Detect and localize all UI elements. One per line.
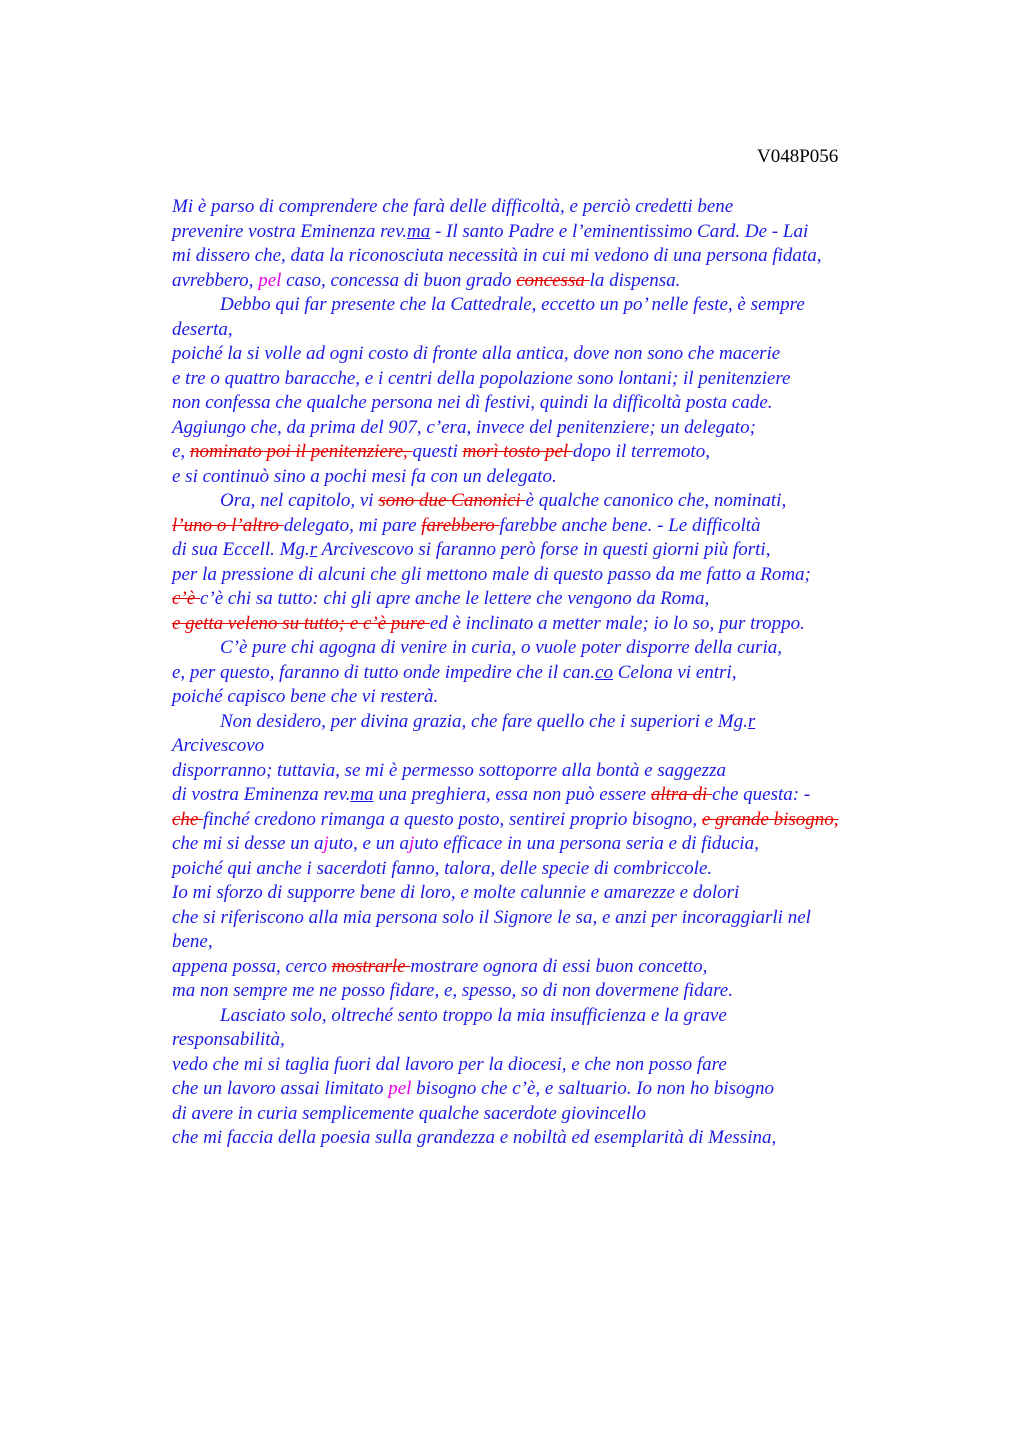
- text-segment: Non desidero, per divina grazia, che fare quello che i superiori e Mg.: [220, 710, 748, 732]
- text-segment: Io mi sforzo di supporre bene di loro, e molte calunnie e amarezze e dolori: [172, 882, 740, 903]
- text-segment: questi: [412, 441, 463, 462]
- text-segment: poiché capisco bene che vi resterà.: [172, 686, 439, 707]
- text-line: [172, 538, 932, 563]
- letter-body: [172, 195, 932, 1151]
- text-segment: che mi faccia della poesia sulla grandezza e nobiltà ed esemplarità di Messina,: [172, 1127, 777, 1148]
- text-line: [172, 734, 932, 759]
- deleted-text: concessa: [516, 269, 590, 291]
- text-line: [172, 318, 932, 343]
- text-segment: appena possa, cerco: [172, 955, 332, 977]
- superscript-abbreviation: r: [747, 710, 756, 732]
- text-segment: bene,: [172, 931, 213, 952]
- text-segment: Mi è parso di comprendere che farà delle difficoltà, e perciò credetti bene: [172, 196, 734, 217]
- text-segment: uto, e un a: [328, 833, 409, 854]
- text-segment: di vostra Eminenza rev.: [172, 784, 351, 805]
- text-segment: la dispensa.: [589, 269, 681, 291]
- text-segment: c’è chi sa tutto: chi gli apre anche le lettere che vengono da Roma,: [199, 588, 710, 609]
- text-line: [172, 367, 932, 392]
- deleted-text: c’è: [172, 588, 200, 609]
- superscript-abbreviation: ma: [350, 784, 374, 805]
- text-line: [172, 979, 932, 1004]
- text-segment: finché credono rimanga a questo posto, sentirei proprio bisogno,: [203, 808, 702, 830]
- text-line: [172, 1028, 932, 1053]
- text-line: [172, 857, 932, 882]
- text-line: [172, 220, 932, 245]
- text-segment: poiché la si volle ad ogni costo di fronte alla antica, dove non sono che macerie: [172, 343, 781, 364]
- text-line: [172, 514, 932, 539]
- text-segment: disporranno; tuttavia, se mi è permesso sottoporre alla bontà e saggezza: [172, 759, 726, 781]
- text-line: [172, 391, 932, 416]
- text-segment: - Il santo Padre e l’eminentissimo Card. De - Lai: [430, 220, 809, 242]
- text-line: [172, 685, 932, 710]
- text-line: [172, 955, 932, 980]
- text-segment: per la pressione di alcuni che gli mettono male di questo passo da me fatto a Roma;: [172, 563, 811, 585]
- text-segment: e,: [172, 441, 190, 462]
- page-identifier: V048P056: [757, 146, 839, 167]
- text-segment: di sua Eccell. Mg.: [172, 539, 310, 560]
- deleted-text: farebbero: [421, 514, 500, 536]
- text-segment: e tre o quattro baracche, e i centri della popolazione sono lontani; il penitenziere: [172, 367, 791, 389]
- text-line: [172, 832, 932, 857]
- text-segment: e si continuò sino a pochi mesi fa con un delegato.: [172, 465, 557, 487]
- text-segment: che un lavoro assai limitato: [172, 1078, 389, 1099]
- text-line: [172, 1004, 932, 1029]
- text-line: [172, 1102, 932, 1127]
- text-segment: una preghiera, essa non può essere: [373, 784, 651, 805]
- text-segment: mi dissero che, data la riconosciuta necessità in cui mi vedono di una persona fidata,: [172, 245, 822, 266]
- text-line: [172, 881, 932, 906]
- text-segment: bisogno che c’è, e saltuario. Io non ho bisogno: [411, 1078, 774, 1099]
- text-line: [172, 489, 932, 514]
- highlighted-text: pel: [258, 269, 282, 291]
- text-line: [172, 759, 932, 784]
- text-line: [172, 930, 932, 955]
- text-segment: avrebbero,: [172, 269, 259, 291]
- superscript-abbreviation: ma: [406, 220, 431, 242]
- deleted-text: sono due Canonici: [378, 490, 526, 511]
- text-segment: dopo il terremoto,: [572, 441, 710, 462]
- text-line: [172, 269, 932, 294]
- text-line: [172, 906, 932, 931]
- text-line: [172, 1053, 932, 1078]
- text-segment: vedo che mi si taglia fuori dal lavoro per la diocesi, e che non posso fare: [172, 1053, 727, 1075]
- text-segment: Arcivescovo si faranno però forse in questi giorni più forti,: [317, 539, 771, 560]
- text-line: [172, 563, 932, 588]
- text-line: [172, 710, 932, 735]
- highlighted-text: j: [408, 833, 415, 854]
- text-segment: Celona vi entri,: [612, 661, 737, 683]
- text-segment: prevenire vostra Eminenza rev.: [172, 220, 407, 242]
- text-segment: Arcivescovo: [172, 735, 265, 756]
- text-segment: responsabilità,: [172, 1029, 285, 1050]
- text-segment: è qualche canonico che, nominati,: [525, 490, 787, 511]
- text-segment: Aggiungo che, da prima del 907, c’era, invece del penitenziere; un delegato;: [172, 416, 756, 438]
- deleted-text: l’uno o l’altro: [172, 514, 284, 536]
- text-segment: C’è pure chi agogna di venire in curia, o vuole poter disporre della curia,: [220, 637, 782, 658]
- text-line: [172, 612, 932, 637]
- text-segment: deserta,: [172, 318, 233, 340]
- text-line: [172, 293, 932, 318]
- text-line: [172, 661, 932, 686]
- deleted-text: morì tosto pel: [462, 441, 573, 462]
- text-segment: non confessa che qualche persona nei dì festivi, quindi la difficoltà posta cade.: [172, 392, 773, 413]
- text-line: [172, 1126, 932, 1151]
- text-line: [172, 244, 932, 269]
- superscript-abbreviation: r: [309, 539, 318, 560]
- text-segment: di avere in curia semplicemente qualche sacerdote giovincello: [172, 1102, 646, 1124]
- text-segment: che questa: -: [712, 784, 811, 805]
- text-line: [172, 195, 932, 220]
- deleted-text: che: [172, 808, 204, 830]
- text-segment: uto efficace in una persona seria e di fiducia,: [414, 833, 759, 854]
- text-segment: che mi si desse un a: [172, 833, 324, 854]
- text-line: [172, 587, 932, 612]
- deleted-text: e grande bisogno,: [701, 808, 839, 830]
- text-segment: Lasciato solo, oltreché sento troppo la mia insufficienza e la grave: [220, 1004, 727, 1026]
- text-segment: ed è inclinato a metter male; io lo so, pur troppo.: [429, 612, 805, 634]
- text-segment: che si riferiscono alla mia persona solo il Signore le sa, e anzi per incoraggiarli nel: [172, 906, 811, 928]
- text-line: [172, 636, 932, 661]
- deleted-text: altra di: [650, 784, 713, 805]
- text-line: [172, 440, 932, 465]
- highlighted-text: j: [323, 833, 329, 854]
- text-segment: Debbo qui far presente che la Cattedrale, eccetto un po’ nelle feste, è sempre: [220, 294, 805, 315]
- text-line: [172, 342, 932, 367]
- text-segment: delegato, mi pare: [283, 514, 422, 536]
- text-segment: poiché qui anche i sacerdoti fanno, talora, delle specie di combriccole.: [172, 857, 713, 879]
- text-segment: mostrare ognora di essi buon concetto,: [410, 955, 708, 977]
- text-line: [172, 1077, 932, 1102]
- text-line: [172, 808, 932, 833]
- text-line: [172, 783, 932, 808]
- text-segment: Ora, nel capitolo, vi: [220, 490, 379, 511]
- deleted-text: e getta veleno su tutto; e c’è pure: [172, 612, 430, 634]
- text-line: [172, 465, 932, 490]
- text-line: [172, 416, 932, 441]
- superscript-abbreviation: co: [595, 661, 613, 683]
- highlighted-text: pel: [388, 1078, 412, 1099]
- text-segment: e, per questo, faranno di tutto onde impedire che il can.: [172, 661, 596, 683]
- text-segment: farebbe anche bene. - Le difficoltà: [499, 514, 761, 536]
- deleted-text: nominato poi il penitenziere,: [189, 441, 413, 462]
- text-segment: ma non sempre me ne posso fidare, e, spesso, so di non dovermene fidare.: [172, 980, 733, 1001]
- deleted-text: mostrarle: [331, 955, 411, 977]
- text-segment: caso, concessa di buon grado: [281, 269, 517, 291]
